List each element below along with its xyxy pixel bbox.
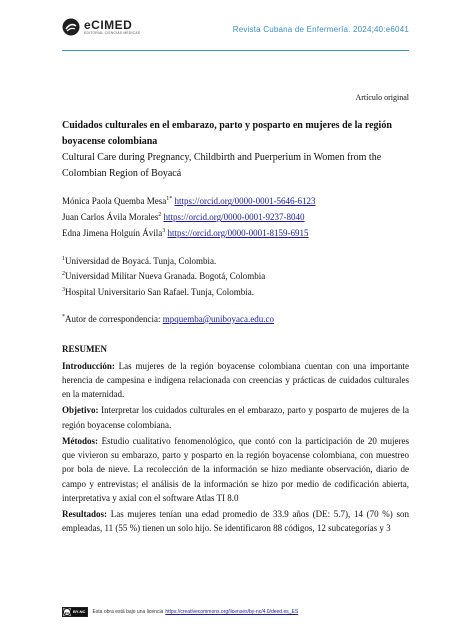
ecimed-logo-icon: [62, 18, 80, 36]
section-label: Objetivo:: [62, 405, 99, 416]
page-header: [0, 0, 453, 52]
article-type: Artículo original: [355, 93, 409, 102]
license-footer: [62, 607, 298, 617]
correspondence: [62, 313, 409, 327]
section-text: Interpretar los cuidados culturales en el embarazo, parto y posparto de mujeres de la región boyacense colombiana.: [62, 405, 409, 430]
author-superscript: 1*: [166, 196, 173, 203]
publisher-logo: [62, 18, 140, 36]
section-text: Estudio cualitativo fenomenológico, que contó con la participación de 20 mujeres que vivieron su embarazo, parto y posparto en la región boyacense colombiana, con muestreo por bola de nieve. La recolección de la información se hizo mediante observación, diario de campo y entrevistas; el análisis de la información se hizo por medio de codificación abierta, interpretativa y axial con el software Atlas TI 8.0: [62, 435, 409, 503]
correspondence-superscript: *: [62, 313, 65, 320]
affiliation-entry: [62, 285, 409, 301]
affiliation-superscript: 3: [62, 287, 65, 294]
affiliation-text: Hospital Universitario San Rafael. Tunja, Colombia.: [65, 287, 254, 298]
section-text: Las mujeres tenían una edad promedio de 33.9 años (DE: 5.7), 14 (70 %) son empleadas, 11 (55 %) tienen un solo hijo. Se identificaron 88 códigos, 12 subcategorías y 3: [62, 508, 409, 534]
abstract-objective: [62, 403, 409, 431]
affiliation-list: [62, 254, 409, 301]
correspondence-email-link[interactable]: mpquemba@uniboyaca.edu.co: [162, 313, 274, 324]
author-superscript: 3: [162, 227, 166, 234]
orcid-link[interactable]: https://orcid.org/0000-0001-9237-8040: [163, 212, 305, 223]
section-text: Las mujeres de la región boyacense colombiana cuentan con una importante herencia de campesina e indígena relacionada con creencias y prácticas de cuidados culturales en la maternidad.: [62, 360, 409, 400]
abstract-heading: RESUMEN: [62, 343, 108, 354]
abstract-methods: [62, 434, 409, 505]
header-divider: [62, 50, 409, 51]
correspondence-label: Autor de correspondencia:: [65, 313, 163, 324]
author-superscript: 2: [158, 212, 162, 219]
license-link[interactable]: https://creativecommons.org/licenses/by-nc/4.0/deed.es_ES: [165, 609, 299, 615]
author-name: Mónica Paola Quemba Mesa: [62, 196, 167, 207]
author-list: [62, 194, 409, 241]
abstract-results: [62, 507, 409, 535]
section-label: Resultados:: [62, 508, 108, 519]
author-entry: [62, 194, 409, 210]
cc-license-badge[interactable]: [62, 607, 88, 617]
affiliation-entry: [62, 269, 409, 285]
orcid-link[interactable]: https://orcid.org/0000-0001-8159-6915: [167, 227, 309, 238]
cc-badge-text: BY-NC: [73, 609, 86, 614]
abstract-introduction: [62, 359, 409, 402]
logo-subtitle: EDITORIAL CIENCIAS MÉDICAS: [84, 30, 141, 35]
license-text: Esta obra está bajo una licencia: [92, 609, 164, 615]
affiliation-entry: [62, 254, 409, 270]
author-entry: [62, 226, 409, 242]
title-spanish: Cuidados culturales en el embarazo, parto y posparto en mujeres de la región boyacense colombiana: [62, 120, 392, 148]
affiliation-text: Universidad Militar Nueva Granada. Bogotá, Colombia: [65, 271, 266, 282]
cc-icon: cc: [64, 609, 70, 615]
affiliation-superscript: 2: [62, 271, 65, 278]
section-label: Métodos:: [62, 435, 98, 446]
orcid-link[interactable]: https://orcid.org/0000-0001-5646-6123: [174, 196, 316, 207]
author-entry: [62, 210, 409, 226]
affiliation-text: Universidad de Boyacá. Tunja, Colombia.: [65, 255, 217, 266]
affiliation-superscript: 1: [62, 255, 65, 262]
section-label: Introducción:: [62, 360, 115, 371]
journal-citation: Revista Cubana de Enfermería. 2024;40:e6041: [232, 25, 409, 34]
title-english: Cultural Care during Pregnancy, Childbirth and Puerperium in Women from the Colombian Region of Boyacá: [62, 152, 382, 180]
logo-name: eCIMED: [84, 17, 133, 32]
article-body: [62, 92, 409, 537]
author-name: Juan Carlos Ávila Morales: [62, 212, 159, 223]
author-name: Edna Jimena Holguín Ávila: [62, 227, 163, 238]
